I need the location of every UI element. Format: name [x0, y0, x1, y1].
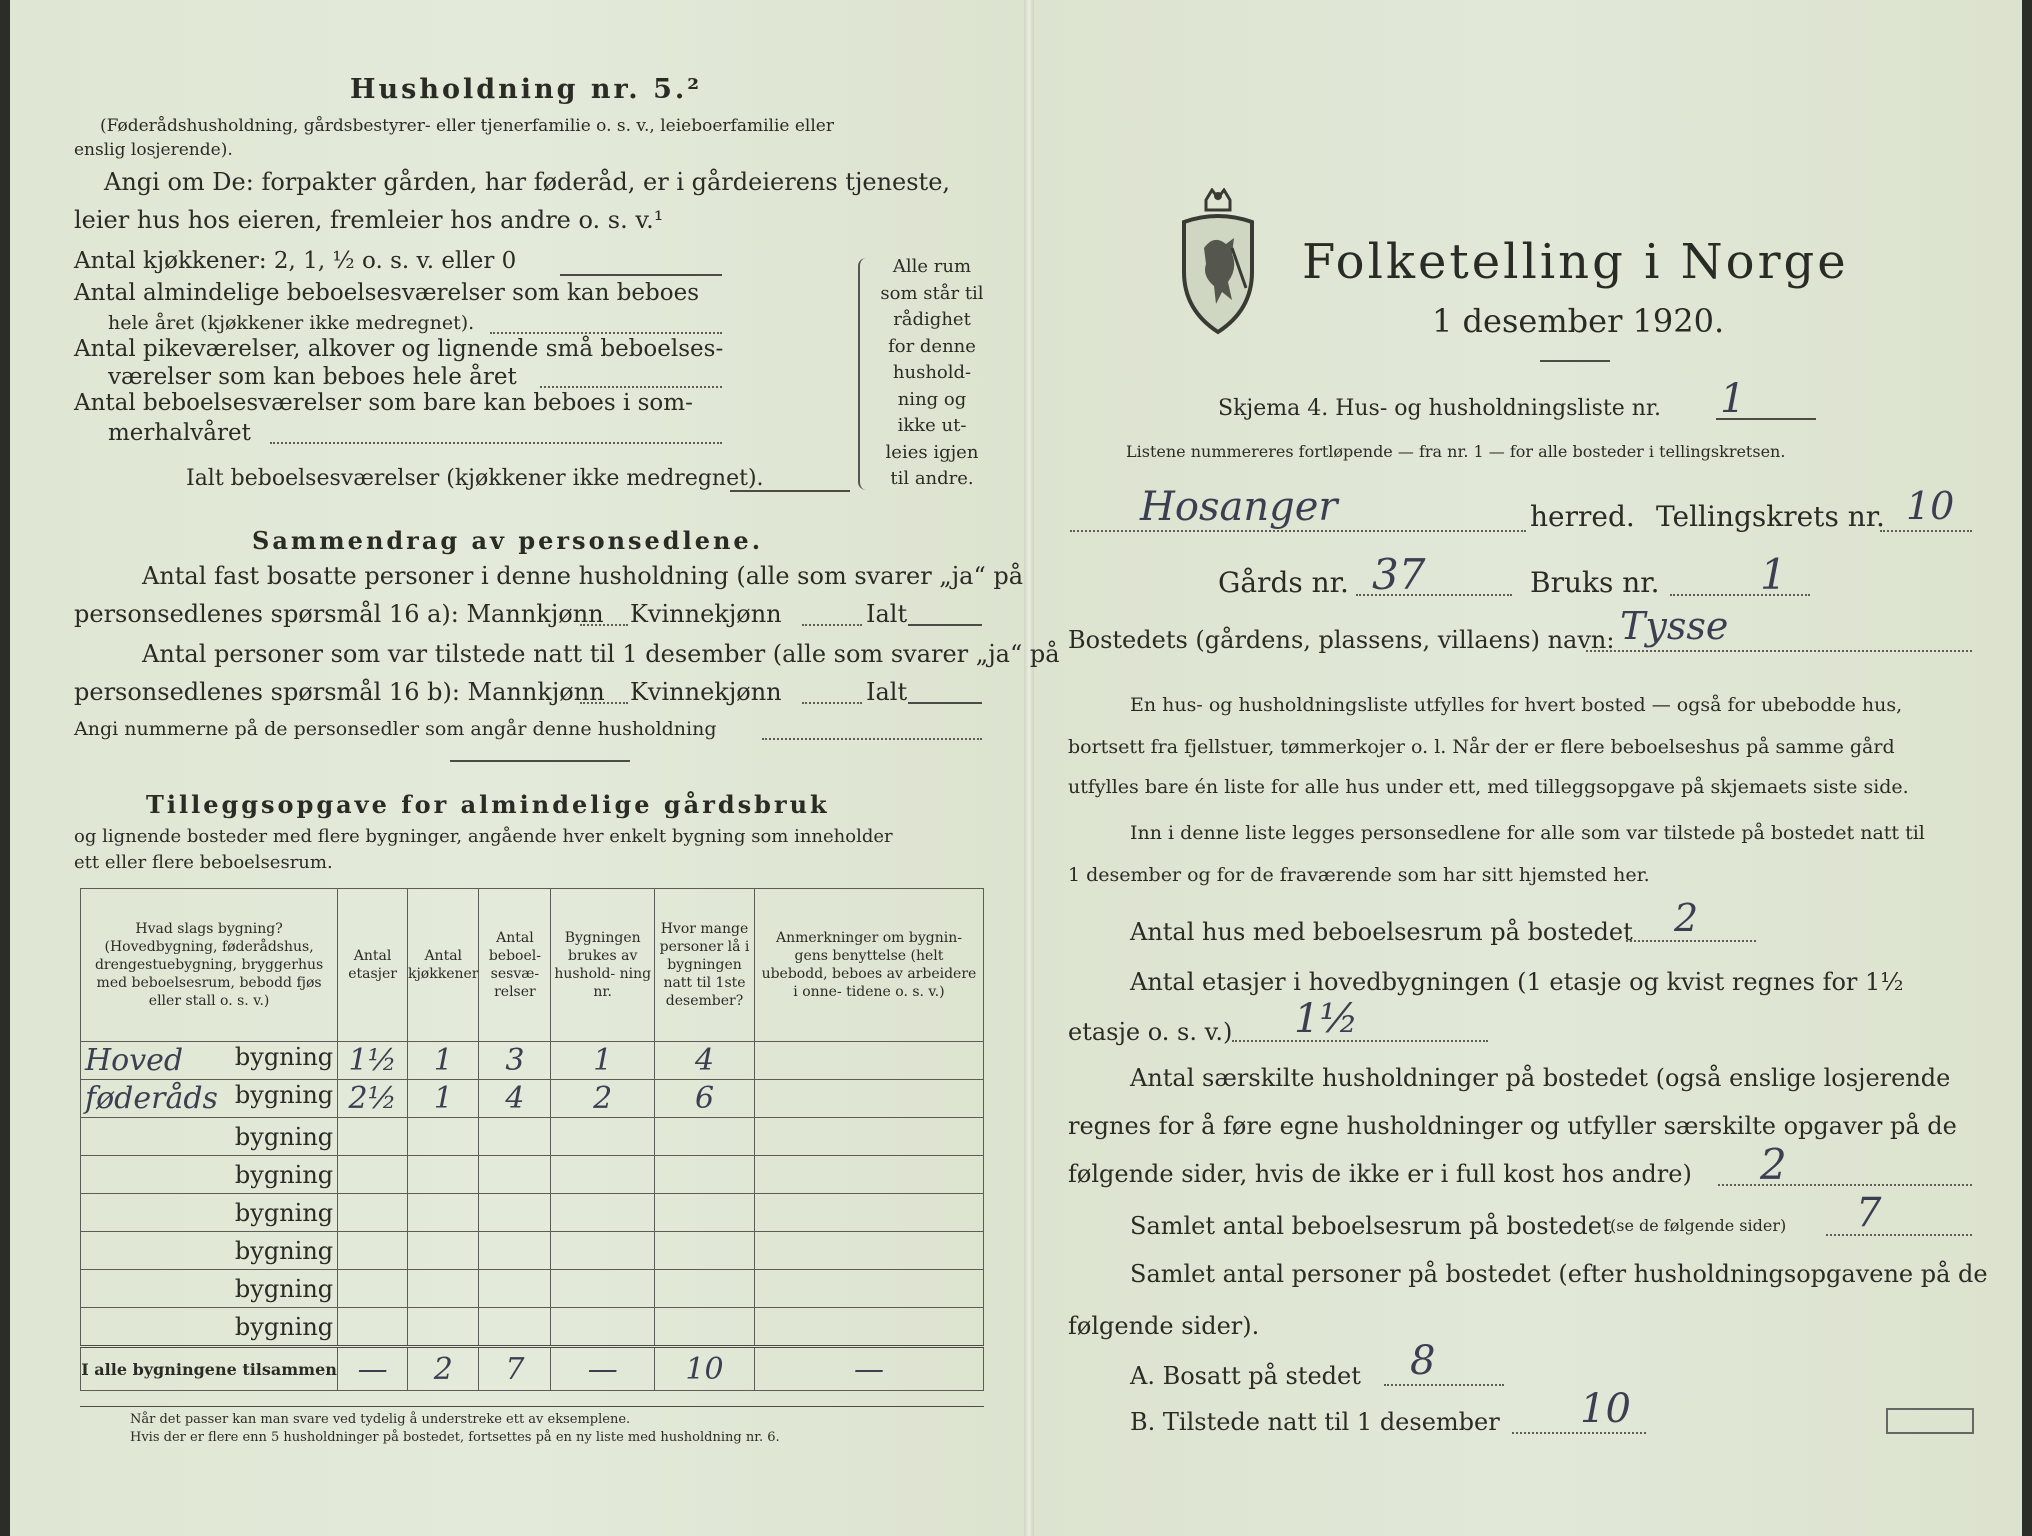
total-label: I alle bygningene tilsammen — [81, 1347, 338, 1391]
supplement-title: Tilleggsopgave for almindelige gårdsbruk — [146, 790, 830, 819]
gards-value[interactable]: 37 — [1372, 550, 1426, 599]
kitchens-question: Antal kjøkkener: 2, 1, ½ o. s. v. eller 0 — [74, 248, 517, 274]
building-suffix: bygning — [234, 1122, 334, 1151]
households-line — [1718, 1184, 1972, 1186]
building-suffix: bygning — [234, 1160, 334, 1189]
building-suffix: bygning — [234, 1198, 334, 1227]
floors-cell[interactable] — [338, 1308, 408, 1347]
col-header-rooms: Antal beboel- sesvæ- relser — [479, 889, 551, 1042]
footnote-2: Hvis der er flere enn 5 husholdninger på bostedet, fortsettes på en ny liste med husholdning nr. 6. — [130, 1430, 780, 1445]
supplement-line2: ett eller flere beboelsesrum. — [74, 852, 333, 873]
kitchens-cell[interactable] — [407, 1118, 479, 1156]
rooms-cell[interactable] — [479, 1232, 551, 1270]
census-date: 1 desember 1920. — [1432, 302, 1725, 340]
resident-label: A. Bosatt på stedet — [1130, 1362, 1361, 1390]
instruction-1b: bortsett fra fjellstuer, tømmerkojer o. l. Når der er flere beboelseshus på samme gård — [1068, 736, 1895, 758]
table-row — [81, 1270, 984, 1308]
household-cell[interactable] — [551, 1156, 655, 1194]
summary-resident-line2: personsedlenes spørsmål 16 a): Mannkjønn — [74, 600, 604, 628]
rooms-total-value[interactable]: 7 — [1856, 1190, 1882, 1236]
floors-cell[interactable] — [338, 1270, 408, 1308]
floors-cell[interactable] — [338, 1156, 408, 1194]
schema-number-value[interactable]: 1 — [1720, 376, 1746, 422]
remarks-cell[interactable] — [754, 1308, 983, 1347]
tenure-question-line1: Angi om De: forpakter gården, har føderåd, er i gårdeierens tjeneste, — [104, 168, 951, 196]
floors-cell[interactable] — [338, 1232, 408, 1270]
norway-coat-of-arms-icon — [1176, 188, 1260, 338]
instruction-1a: En hus- og husholdningsliste utfylles for hvert bosted — også for ubebodde hus, — [1130, 694, 1903, 716]
present-value[interactable]: 10 — [1580, 1386, 1631, 1432]
total-rooms-answer-line[interactable] — [730, 490, 850, 492]
kitchens-cell[interactable] — [407, 1270, 479, 1308]
total-persons[interactable]: 10 — [655, 1347, 755, 1391]
resident-total-label: Ialt — [866, 600, 908, 628]
building-type-cell[interactable] — [81, 1308, 338, 1347]
building-suffix: bygning — [234, 1236, 334, 1265]
floors-cell[interactable]: 1½ — [338, 1042, 408, 1080]
footnote-1: Når det passer kan man svare ved tydelig å understreke ett av eksemplene. — [130, 1412, 631, 1427]
resident-line — [1384, 1384, 1504, 1386]
houses-label: Antal hus med beboelsesrum på bostedet — [1130, 918, 1633, 946]
bruks-label: Bruks nr. — [1530, 566, 1660, 599]
side-note — [874, 254, 990, 493]
center-fold — [1024, 0, 1034, 1536]
building-type-cell[interactable] — [81, 1118, 338, 1156]
bruks-value[interactable]: 1 — [1760, 550, 1787, 599]
building-suffix: bygning — [234, 1081, 334, 1109]
persons-cell[interactable] — [655, 1118, 755, 1156]
side-note-line: for denne — [888, 335, 976, 357]
rooms-question-line1: Antal almindelige beboelsesværelser som kan beboes — [74, 280, 700, 306]
person-numbers-dots — [762, 738, 982, 740]
total-rooms[interactable]: 7 — [479, 1347, 551, 1391]
total-kitchens[interactable]: 2 — [407, 1347, 479, 1391]
rooms-cell[interactable] — [479, 1156, 551, 1194]
schema-label: Skjema 4. Hus- og husholdningsliste nr. — [1218, 396, 1661, 421]
kitchens-cell[interactable]: 1 — [407, 1080, 479, 1118]
resident-female-dots — [802, 624, 862, 626]
resident-male-dots — [580, 624, 628, 626]
present-male-dots — [580, 702, 628, 704]
table-row — [81, 1156, 984, 1194]
bruks-line — [1670, 594, 1810, 596]
floors-cell[interactable]: 2½ — [338, 1080, 408, 1118]
household-title: Husholdning nr. 5.² — [350, 74, 703, 105]
remarks-cell[interactable] — [754, 1080, 983, 1118]
bosted-value[interactable]: Tysse — [1620, 604, 1729, 648]
table-row — [81, 1118, 984, 1156]
kitchens-cell[interactable] — [407, 1156, 479, 1194]
side-note-line: som står til — [880, 282, 984, 304]
summary-title: Sammendrag av personsedlene. — [252, 526, 764, 555]
side-note-line: ning og — [897, 388, 967, 410]
rooms-cell[interactable] — [479, 1308, 551, 1347]
building-table — [80, 888, 984, 1391]
schema-number-line — [1716, 418, 1816, 420]
household-intro-line2: enslig losjerende). — [74, 140, 233, 160]
resident-total-answer-line[interactable] — [908, 624, 982, 626]
floors-value[interactable]: 1½ — [1294, 996, 1359, 1042]
households-label-line3: følgende sider, hvis de ikke er i full kost hos andre) — [1068, 1160, 1692, 1188]
persons-cell[interactable]: 6 — [655, 1080, 755, 1118]
remarks-cell[interactable] — [754, 1042, 983, 1080]
kitchens-cell[interactable] — [407, 1232, 479, 1270]
present-line — [1512, 1432, 1646, 1434]
small-rooms-question-line1: Antal pikeværelser, alkover og lignende små beboelses- — [74, 336, 724, 362]
floors-label-line1: Antal etasjer i hovedbygningen (1 etasje og kvist regnes for 1½ — [1130, 968, 1904, 996]
rooms-total-label: Samlet antal beboelsesrum på bostedet — [1130, 1212, 1612, 1240]
summer-rooms-question-line2: merhalvåret — [108, 420, 251, 446]
table-header-row — [81, 889, 984, 1042]
side-note-line: leies igjen — [885, 441, 979, 463]
building-type-cell[interactable] — [81, 1270, 338, 1308]
col-header-kitchens: Antal kjøkkener — [407, 889, 479, 1042]
household-intro-line1: (Føderådshusholdning, gårdsbestyrer- eller tjenerfamilie o. s. v., leieboerfamilie eller — [100, 116, 834, 136]
kitchens-answer-line[interactable] — [560, 274, 722, 276]
households-label-line2: regnes for å føre egne husholdninger og utfyller særskilte opgaver på de — [1068, 1112, 1957, 1140]
instruction-2b: 1 desember og for de fraværende som har sitt hjemsted her. — [1068, 864, 1650, 886]
left-page-edge — [0, 0, 10, 1536]
remarks-cell[interactable] — [754, 1232, 983, 1270]
right-page-edge — [2022, 0, 2032, 1536]
building-type-cell[interactable] — [81, 1156, 338, 1194]
summary-resident-line1: Antal fast bosatte personer i denne husholdning (alle som svarer „ja“ på — [142, 562, 1024, 590]
table-row — [81, 1308, 984, 1347]
tellingskrets-line — [1880, 530, 1972, 532]
rooms-cell[interactable] — [479, 1270, 551, 1308]
houses-value[interactable]: 2 — [1674, 896, 1699, 940]
remarks-cell[interactable] — [754, 1194, 983, 1232]
rooms-cell[interactable]: 3 — [479, 1042, 551, 1080]
building-type-cell[interactable] — [81, 1080, 338, 1118]
total-household[interactable]: — — [551, 1347, 655, 1391]
household-cell[interactable] — [551, 1118, 655, 1156]
rooms-question-line2: hele året (kjøkkener ikke medregnet). — [108, 312, 475, 334]
side-note-line: hushold- — [892, 362, 972, 383]
persons-cell[interactable] — [655, 1156, 755, 1194]
col-header-remarks: Anmerkninger om bygnin- gens benyttelse (helt ubebodd, beboes av arbeidere i onne- tidene o. s. v.) — [754, 889, 983, 1042]
remarks-cell[interactable] — [754, 1270, 983, 1308]
building-type-cell[interactable] — [81, 1194, 338, 1232]
section-divider — [450, 760, 630, 762]
side-note-line: ikke ut- — [897, 415, 967, 436]
small-rooms-leader-dots — [540, 386, 722, 388]
rooms-leader-dots — [490, 332, 722, 334]
present-label: B. Tilstede natt til 1 desember — [1130, 1408, 1500, 1436]
rooms-cell[interactable] — [479, 1118, 551, 1156]
building-suffix: bygning — [234, 1043, 334, 1071]
floors-line — [1232, 1040, 1488, 1042]
instruction-2a: Inn i denne liste legges personsedlene for alle som var tilstede på bostedet natt til — [1130, 822, 1925, 844]
present-female-label: Kvinnekjønn — [630, 678, 782, 706]
building-suffix: bygning — [234, 1312, 334, 1341]
household-cell[interactable]: 1 — [551, 1042, 655, 1080]
col-header-building-type: Hvad slags bygning? (Hovedbygning, føderådshus, drengestuebygning, bryggerhus med beboelsesrum, bebodd fjøs eller stall o. s. v.) — [81, 889, 338, 1042]
person-numbers-label: Angi nummerne på de personsedler som angår denne husholdning — [74, 718, 717, 740]
persons-cell[interactable] — [655, 1270, 755, 1308]
summary-present-line2: personsedlenes spørsmål 16 b): Mannkjønn — [74, 678, 605, 706]
kitchens-cell[interactable] — [407, 1194, 479, 1232]
houses-line — [1626, 940, 1756, 942]
rooms-total-line — [1826, 1234, 1972, 1236]
total-floors[interactable]: — — [338, 1347, 408, 1391]
household-cell[interactable] — [551, 1232, 655, 1270]
tenure-question-line2: leier hus hos eieren, fremleier hos andre o. s. v.¹ — [74, 206, 664, 234]
floors-label-line2: etasje o. s. v.) — [1068, 1018, 1233, 1046]
title-divider — [1540, 360, 1610, 362]
herred-line — [1070, 530, 1526, 532]
col-header-household: Bygningen brukes av hushold- ning nr. — [551, 889, 655, 1042]
floors-cell[interactable] — [338, 1118, 408, 1156]
household-cell[interactable]: 2 — [551, 1080, 655, 1118]
building-type-cell[interactable] — [81, 1232, 338, 1270]
table-row — [81, 1194, 984, 1232]
rooms-total-note: (se de følgende sider) — [1610, 1216, 1787, 1235]
remarks-cell[interactable] — [754, 1156, 983, 1194]
side-note-line: rådighet — [893, 309, 971, 330]
gards-label: Gårds nr. — [1218, 566, 1349, 599]
building-suffix: bygning — [234, 1274, 334, 1303]
tellingskrets-value[interactable]: 10 — [1906, 484, 1955, 528]
tellingskrets-label: Tellingskrets nr. — [1656, 500, 1885, 533]
numbering-note: Listene nummereres fortløpende — fra nr. 1 — for alle bosteder i tellingskretsen. — [1126, 442, 1786, 461]
resident-value[interactable]: 8 — [1410, 1338, 1436, 1384]
col-header-floors: Antal etasjer — [338, 889, 408, 1042]
bosted-label: Bostedets (gårdens, plassens, villaens) navn: — [1068, 626, 1615, 654]
total-remarks[interactable]: — — [754, 1347, 983, 1391]
table-row — [81, 1232, 984, 1270]
supplement-line1: og lignende bosteder med flere bygninger, angående hver enkelt bygning som inneholder — [74, 826, 893, 847]
summer-rooms-leader-dots — [270, 442, 722, 444]
herred-label: herred. — [1530, 500, 1635, 533]
summary-present-line1: Antal personer som var tilstede natt til 1 desember (alle som svarer „ja“ på — [142, 640, 1060, 668]
present-female-dots — [802, 702, 862, 704]
side-note-brace — [858, 258, 874, 490]
form-title: Folketelling i Norge — [1302, 234, 1849, 290]
col-header-persons: Hvor mange personer lå i bygningen natt til 1ste desember? — [655, 889, 755, 1042]
total-rooms-label: Ialt beboelsesværelser (kjøkkener ikke medregnet). — [186, 466, 764, 491]
persons-label-line2: følgende sider). — [1068, 1312, 1260, 1340]
household-cell[interactable] — [551, 1308, 655, 1347]
persons-label-line1: Samlet antal personer på bostedet (efter husholdningsopgavene på de — [1130, 1260, 1988, 1288]
building-type-value: føderåds — [85, 1081, 218, 1116]
building-type-value: Hoved — [85, 1043, 184, 1078]
kitchens-cell[interactable]: 1 — [407, 1042, 479, 1080]
instruction-1c: utfylles bare én liste for alle hus under ett, med tilleggsopgave på skjemaets siste side. — [1068, 776, 1909, 798]
side-note-line: til andre. — [890, 468, 974, 489]
table-total-row — [81, 1347, 984, 1391]
remarks-cell[interactable] — [754, 1118, 983, 1156]
table-row — [81, 1080, 984, 1118]
persons-cell[interactable]: 4 — [655, 1042, 755, 1080]
side-note-line: Alle rum — [892, 256, 972, 277]
building-type-cell[interactable] — [81, 1042, 338, 1080]
household-cell[interactable] — [551, 1270, 655, 1308]
printer-stamp — [1886, 1408, 1974, 1434]
rooms-cell[interactable]: 4 — [479, 1080, 551, 1118]
table-row — [81, 1042, 984, 1080]
resident-female-label: Kvinnekjønn — [630, 600, 782, 628]
household-cell[interactable] — [551, 1194, 655, 1232]
persons-cell[interactable] — [655, 1232, 755, 1270]
persons-cell[interactable] — [655, 1308, 755, 1347]
floors-cell[interactable] — [338, 1194, 408, 1232]
present-total-answer-line[interactable] — [908, 702, 982, 704]
herred-value[interactable]: Hosanger — [1140, 484, 1338, 530]
rooms-cell[interactable] — [479, 1194, 551, 1232]
persons-cell[interactable] — [655, 1194, 755, 1232]
households-value[interactable]: 2 — [1760, 1140, 1787, 1189]
kitchens-cell[interactable] — [407, 1308, 479, 1347]
small-rooms-question-line2: værelser som kan beboes hele året — [108, 364, 517, 390]
summer-rooms-question-line1: Antal beboelsesværelser som bare kan beboes i som- — [74, 390, 693, 416]
households-label-line1: Antal særskilte husholdninger på bostedet (også enslige losjerende — [1130, 1064, 1951, 1092]
present-total-label: Ialt — [866, 678, 908, 706]
footnote-rule — [80, 1406, 984, 1407]
gards-line — [1356, 594, 1512, 596]
bosted-line — [1586, 650, 1972, 652]
